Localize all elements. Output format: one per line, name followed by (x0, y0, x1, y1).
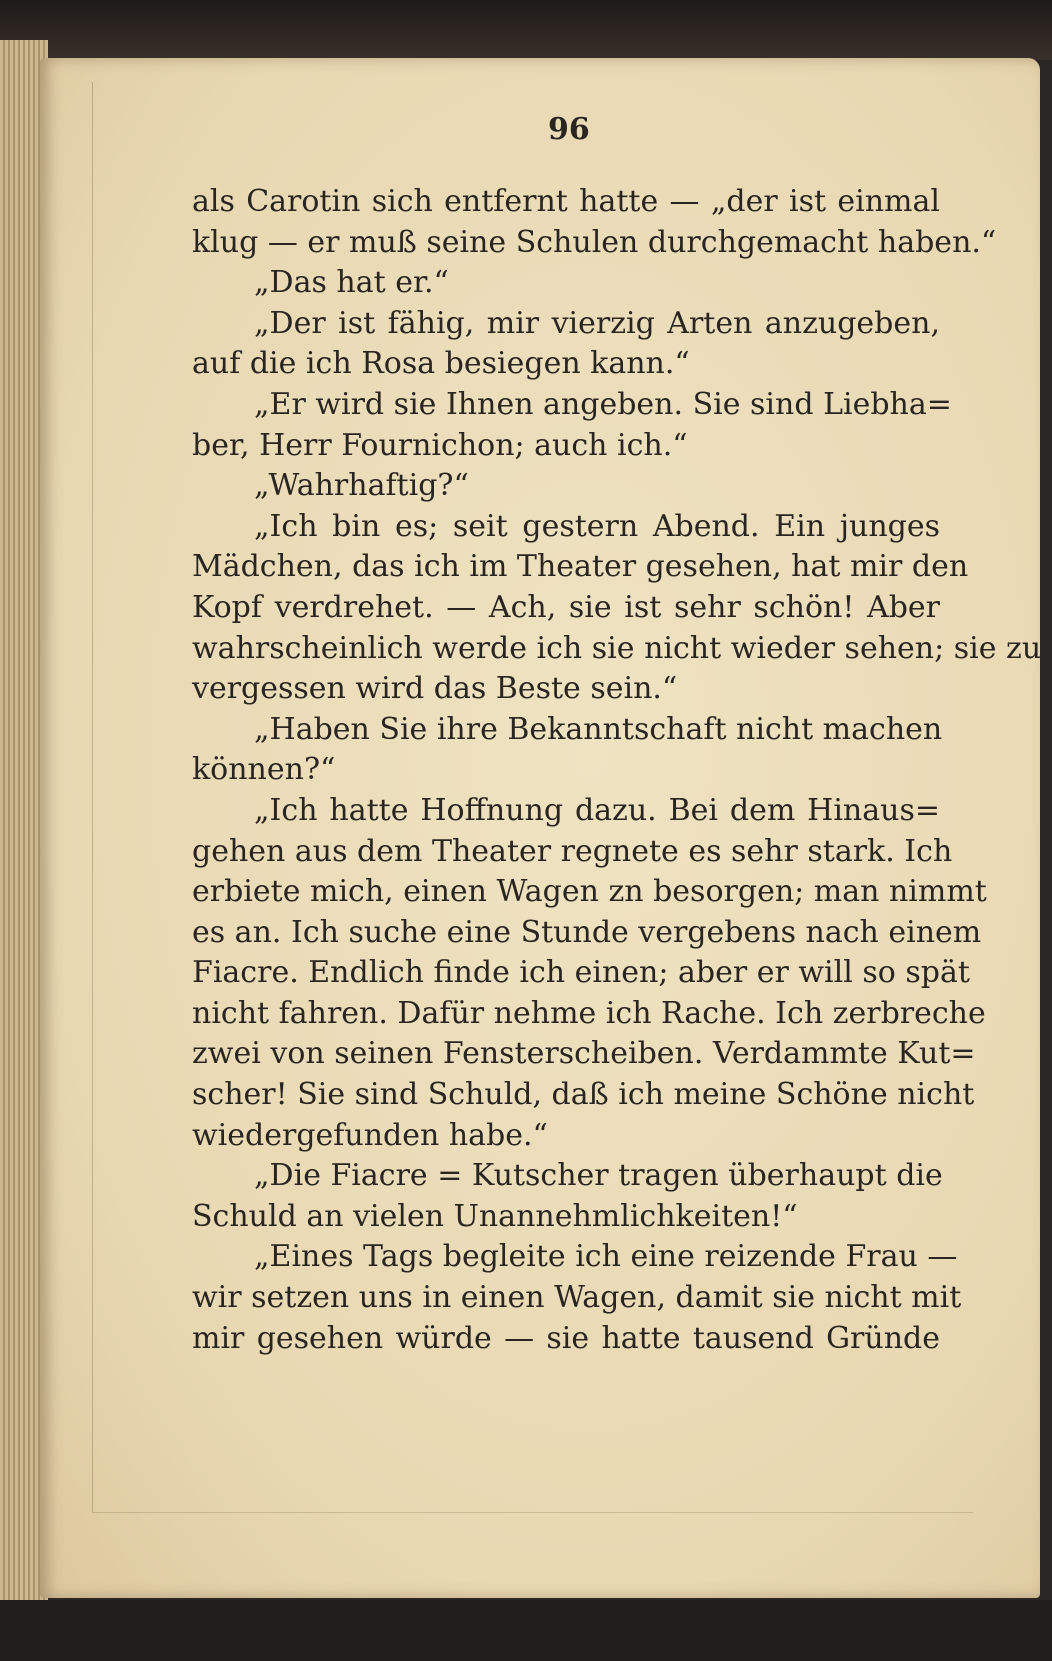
text-line: „Haben Sie ihre Bekanntschaft nicht machen (254, 711, 943, 747)
text-line: wiedergefunden habe.“ (192, 1117, 548, 1153)
text-line: klug — er muß seine Schulen durchgemacht haben.“ (192, 224, 997, 260)
page-number: 96 (548, 112, 590, 147)
text-line: nicht fahren. Dafür nehme ich Rache. Ich zerbreche (192, 995, 986, 1031)
body-text (192, 182, 1042, 1359)
text-line: zwei von seinen Fensterscheiben. Verdammte Kut= (192, 1036, 976, 1072)
text-line: es an. Ich suche eine Stunde vergebens nach einem (192, 914, 982, 950)
book-cover-bottom (0, 1600, 1052, 1661)
text-line: „Ich bin es; seit gestern Abend. Ein junges (254, 508, 940, 544)
text-line: „Die Fiacre = Kutscher tragen überhaupt die (254, 1158, 943, 1194)
text-line: vergessen wird das Beste sein.“ (192, 671, 678, 707)
text-line: Fiacre. Endlich finde ich einen; aber er will so spät (192, 955, 970, 991)
text-line: können?“ (192, 752, 336, 788)
text-line: „Ich hatte Hoffnung dazu. Bei dem Hinaus= (254, 792, 940, 828)
text-line: „Das hat er.“ (254, 265, 449, 301)
text-line: auf die ich Rosa besiegen kann.“ (192, 346, 690, 382)
text-line: Schuld an vielen Unannehmlichkeiten!“ (192, 1198, 798, 1234)
text-line: „Er wird sie Ihnen angeben. Sie sind Liebha= (254, 386, 952, 422)
text-line: als Carotin sich entfernt hatte — „der ist einmal (192, 184, 940, 219)
text-line: Kopf verdrehet. — Ach, sie ist sehr schön! Aber (192, 589, 940, 625)
text-line: „Eines Tags begleite ich eine reizende Frau — (254, 1239, 958, 1275)
text-line: ber, Herr Fournichon; auch ich.“ (192, 427, 688, 463)
text-line: wir setzen uns in einen Wagen, damit sie nicht mit (192, 1280, 962, 1316)
text-line: Mädchen, das ich im Theater gesehen, hat mir den (192, 549, 969, 585)
text-line: wahrscheinlich werde ich sie nicht wieder sehen; sie zu (192, 630, 1042, 666)
text-line: scher! Sie sind Schuld, daß ich meine Schöne nicht (192, 1077, 975, 1113)
text-line: mir gesehen würde — sie hatte tausend Gründe (192, 1320, 940, 1356)
text-line: „Der ist fähig, mir vierzig Arten anzugeben, (254, 305, 940, 341)
book-cover-top (0, 0, 1052, 60)
text-line: gehen aus dem Theater regnete es sehr stark. Ich (192, 833, 953, 869)
text-line: erbiete mich, einen Wagen zn besorgen; man nimmt (192, 874, 987, 910)
text-line: „Wahrhaftig?“ (254, 468, 469, 504)
